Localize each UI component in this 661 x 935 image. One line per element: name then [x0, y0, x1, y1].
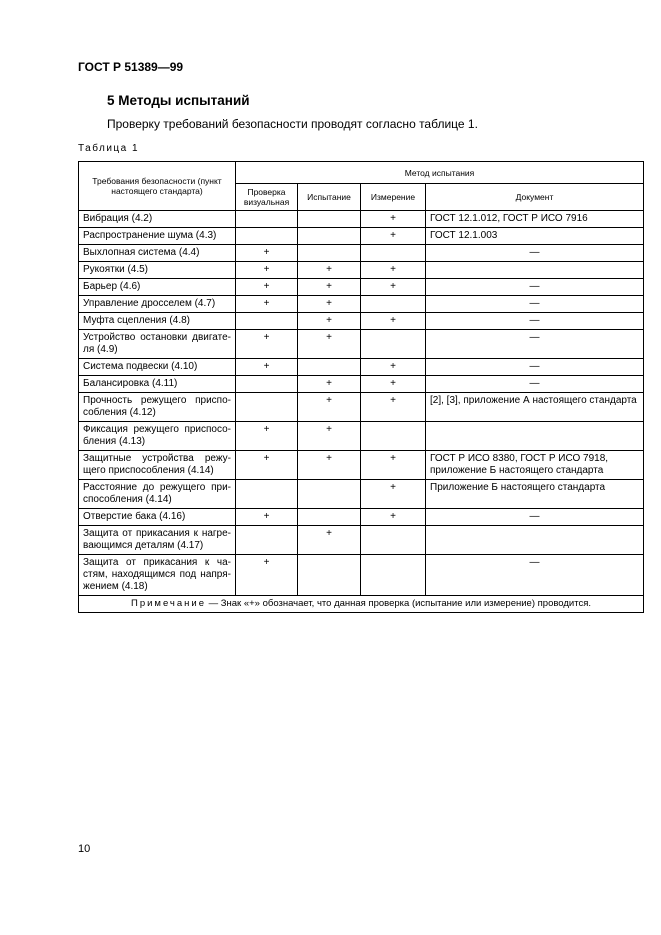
cell-visual	[236, 376, 298, 393]
header-test: Испытание	[298, 184, 361, 211]
cell-visual: +	[236, 555, 298, 596]
table-row	[79, 376, 644, 393]
cell-document: —	[426, 245, 644, 262]
cell-document	[426, 262, 644, 279]
cell-requirement: Отверстие бака (4.16)	[79, 509, 236, 526]
cell-test: +	[298, 451, 361, 480]
cell-visual: +	[236, 296, 298, 313]
cell-requirement: Защита от прикасания к нагре-вающимся деталям (4.17)	[79, 526, 236, 555]
cell-measure: +	[361, 393, 426, 422]
cell-requirement: Расстояние до режущего при-способления (4.14)	[79, 480, 236, 509]
table-row	[79, 480, 644, 509]
cell-document: [2], [3], приложение А настоящего стандарта	[426, 393, 644, 422]
table-row	[79, 296, 644, 313]
cell-requirement: Защита от прикасания к ча-стям, находящимся под напря-жением (4.18)	[79, 555, 236, 596]
cell-test	[298, 509, 361, 526]
table-row	[79, 228, 644, 245]
cell-test	[298, 555, 361, 596]
cell-measure: +	[361, 313, 426, 330]
cell-test: +	[298, 279, 361, 296]
header-requirement: Требования безопасности (пункт настоящего стандарта)	[79, 162, 236, 211]
cell-measure: +	[361, 262, 426, 279]
cell-test: +	[298, 313, 361, 330]
table-row	[79, 262, 644, 279]
cell-document: —	[426, 376, 644, 393]
cell-measure: +	[361, 228, 426, 245]
cell-measure: +	[361, 509, 426, 526]
cell-visual	[236, 228, 298, 245]
table-row	[79, 313, 644, 330]
header-document: Документ	[426, 184, 644, 211]
cell-visual: +	[236, 245, 298, 262]
cell-test: +	[298, 262, 361, 279]
table-row	[79, 526, 644, 555]
cell-requirement: Барьер (4.6)	[79, 279, 236, 296]
cell-visual: +	[236, 451, 298, 480]
cell-document: —	[426, 279, 644, 296]
cell-requirement: Выхлопная система (4.4)	[79, 245, 236, 262]
cell-requirement: Балансировка (4.11)	[79, 376, 236, 393]
cell-visual: +	[236, 422, 298, 451]
page-number: 10	[78, 843, 91, 855]
cell-measure	[361, 555, 426, 596]
cell-visual	[236, 480, 298, 509]
table-row	[79, 279, 644, 296]
cell-document: —	[426, 509, 644, 526]
cell-document	[426, 422, 644, 451]
cell-requirement: Прочность режущего приспо-собления (4.12)	[79, 393, 236, 422]
header-method: Метод испытания	[236, 162, 644, 184]
cell-measure	[361, 245, 426, 262]
cell-requirement: Муфта сцепления (4.8)	[79, 313, 236, 330]
cell-measure: +	[361, 376, 426, 393]
cell-test	[298, 480, 361, 509]
cell-measure	[361, 330, 426, 359]
table-row	[79, 211, 644, 228]
cell-document: ГОСТ 12.1.012, ГОСТ Р ИСО 7916	[426, 211, 644, 228]
note-label: Примечание	[131, 598, 206, 609]
cell-measure	[361, 526, 426, 555]
cell-document: —	[426, 359, 644, 376]
cell-test	[298, 228, 361, 245]
cell-requirement: Вибрация (4.2)	[79, 211, 236, 228]
note-text: — Знак «+» обозначает, что данная проверка (испытание или измерение) проводится.	[206, 598, 591, 609]
cell-document: ГОСТ 12.1.003	[426, 228, 644, 245]
table-body	[79, 211, 644, 596]
cell-requirement: Защитные устройства режу-щего приспособления (4.14)	[79, 451, 236, 480]
cell-visual: +	[236, 359, 298, 376]
table-note	[79, 596, 644, 613]
cell-visual: +	[236, 509, 298, 526]
table-row	[79, 555, 644, 596]
table-row	[79, 359, 644, 376]
cell-test	[298, 359, 361, 376]
cell-test	[298, 245, 361, 262]
section-title: 5 Методы испытаний	[107, 93, 250, 108]
cell-measure	[361, 422, 426, 451]
cell-measure: +	[361, 211, 426, 228]
header-visual: Проверка визуальная	[236, 184, 298, 211]
cell-requirement: Управление дросселем (4.7)	[79, 296, 236, 313]
cell-requirement: Устройство остановки двигате-ля (4.9)	[79, 330, 236, 359]
cell-test: +	[298, 526, 361, 555]
cell-test: +	[298, 296, 361, 313]
intro-paragraph: Проверку требований безопасности проводят согласно таблице 1.	[107, 117, 478, 131]
cell-document: ГОСТ Р ИСО 8380, ГОСТ Р ИСО 7918, приложение Б настоящего стандарта	[426, 451, 644, 480]
cell-requirement: Система подвески (4.10)	[79, 359, 236, 376]
cell-measure	[361, 296, 426, 313]
table-caption: Таблица 1	[78, 143, 140, 154]
cell-test: +	[298, 376, 361, 393]
cell-visual	[236, 211, 298, 228]
table-row	[79, 509, 644, 526]
header-measure: Измерение	[361, 184, 426, 211]
cell-document: —	[426, 330, 644, 359]
cell-measure: +	[361, 480, 426, 509]
cell-visual	[236, 526, 298, 555]
cell-document: —	[426, 296, 644, 313]
cell-measure: +	[361, 279, 426, 296]
cell-test: +	[298, 393, 361, 422]
test-methods-table	[78, 161, 644, 613]
cell-document: —	[426, 313, 644, 330]
cell-test	[298, 211, 361, 228]
cell-requirement: Рукоятки (4.5)	[79, 262, 236, 279]
cell-visual	[236, 313, 298, 330]
table-row	[79, 245, 644, 262]
cell-measure: +	[361, 359, 426, 376]
cell-visual: +	[236, 279, 298, 296]
table-row	[79, 330, 644, 359]
cell-document	[426, 526, 644, 555]
document-header: ГОСТ Р 51389—99	[78, 60, 184, 74]
cell-visual: +	[236, 330, 298, 359]
cell-visual: +	[236, 262, 298, 279]
table-row	[79, 422, 644, 451]
table-row	[79, 451, 644, 480]
cell-document: Приложение Б настоящего стандарта	[426, 480, 644, 509]
cell-visual	[236, 393, 298, 422]
table-row	[79, 393, 644, 422]
cell-requirement: Распространение шума (4.3)	[79, 228, 236, 245]
cell-requirement: Фиксация режущего приспосо-бления (4.13)	[79, 422, 236, 451]
cell-measure: +	[361, 451, 426, 480]
cell-test: +	[298, 422, 361, 451]
cell-test: +	[298, 330, 361, 359]
cell-document: —	[426, 555, 644, 596]
